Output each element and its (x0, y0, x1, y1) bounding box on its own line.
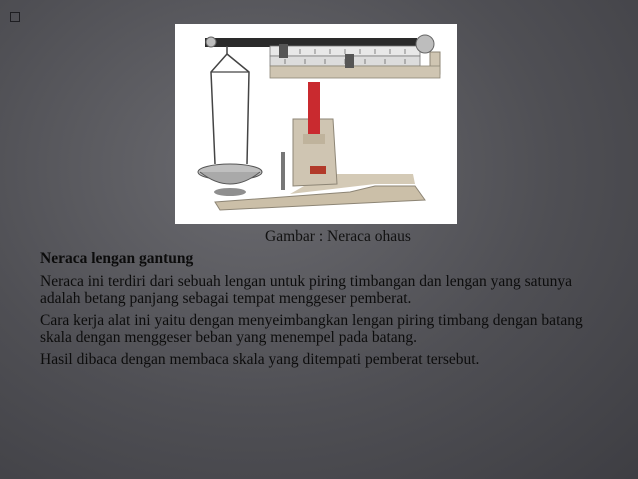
paragraph: Neraca ini terdiri dari sebuah lengan untuk piring timbangan dan lengan yang satunya adalah betang panjang sebagai tempat menggeser pemberat. (40, 273, 572, 307)
paragraph: Cara kerja alat ini yaitu dengan menyeimbangkan lengan piring timbang dengan batang skala dengan menggeser beban yang menempel pada batang. (40, 312, 583, 346)
balance-photo (175, 24, 457, 224)
image-caption: Gambar : Neraca ohaus (265, 228, 411, 245)
slide-text (40, 250, 610, 373)
section-heading: Neraca lengan gantung (40, 250, 194, 267)
balance-illustration (175, 24, 457, 224)
slide-bullet-box (10, 12, 20, 22)
paragraph: Hasil dibaca dengan membaca skala yang ditempati pemberat tersebut. (40, 351, 480, 368)
